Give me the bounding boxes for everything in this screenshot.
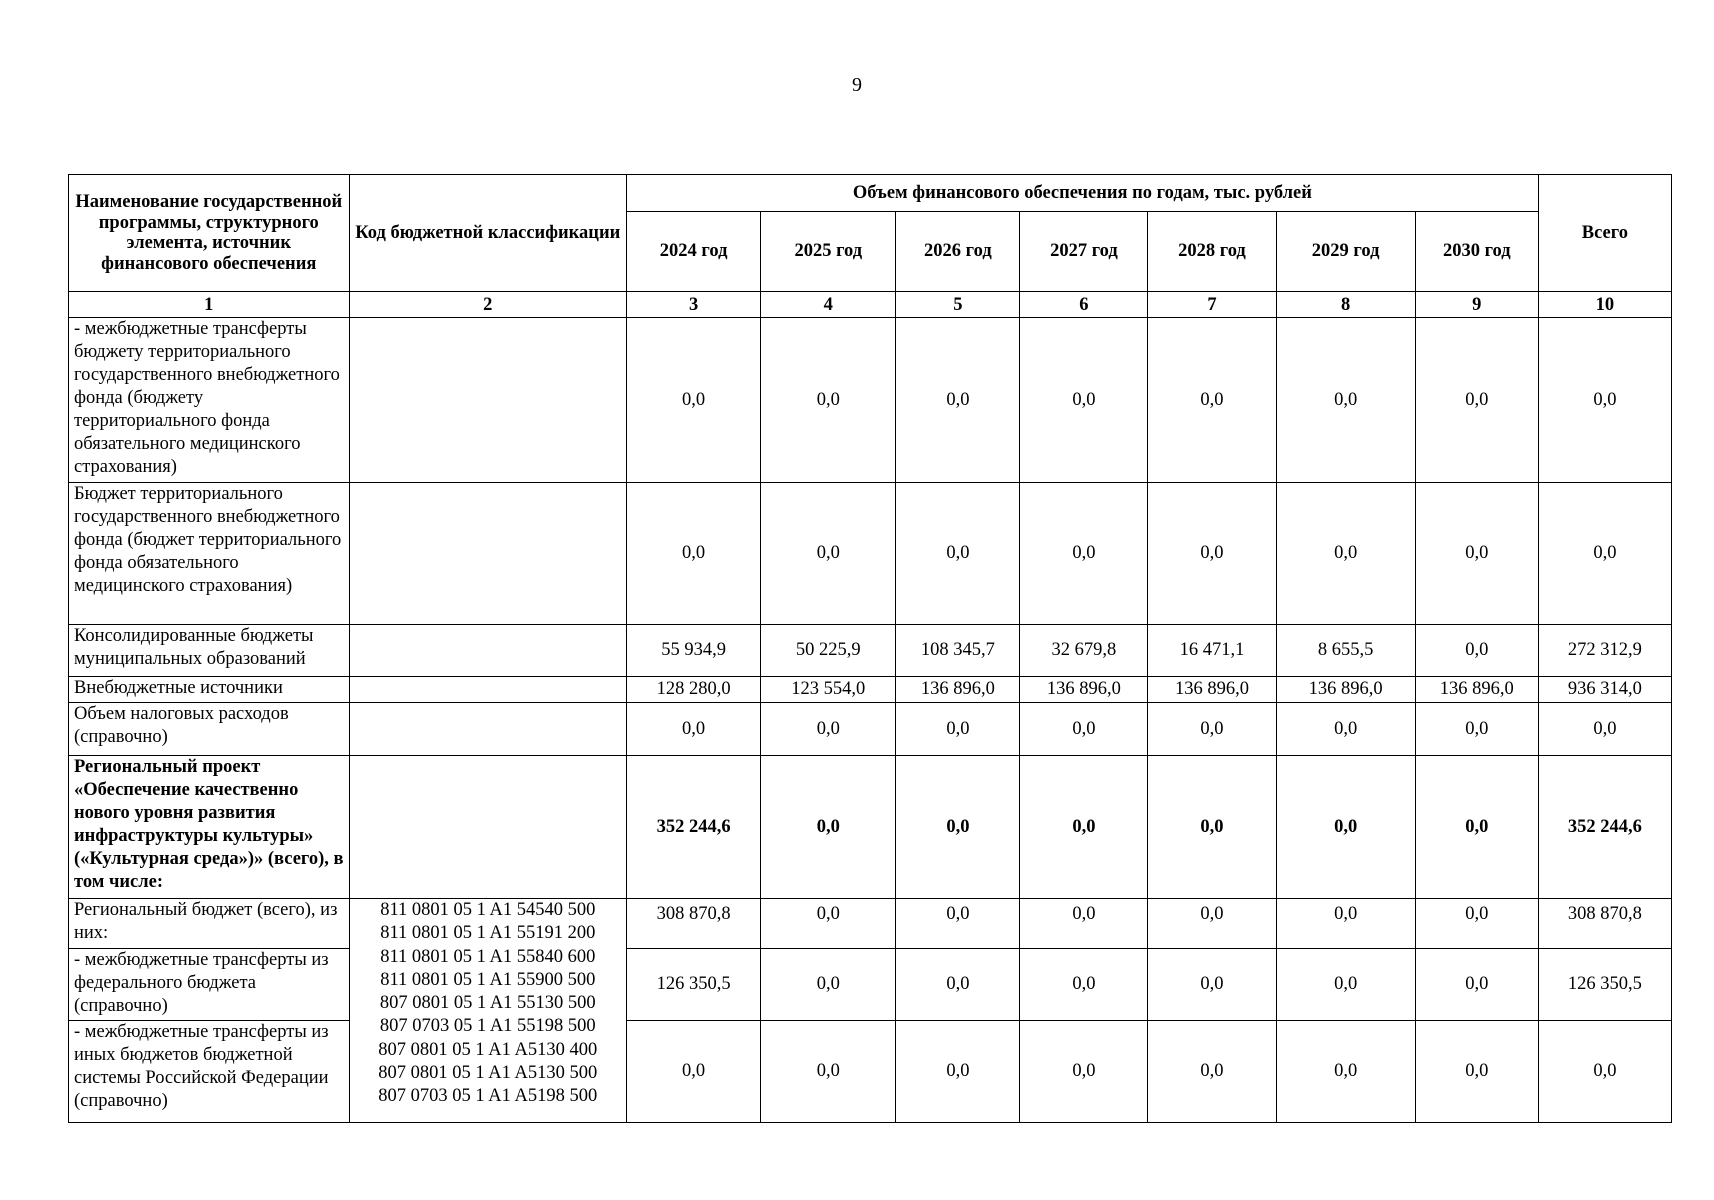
value-cell: 0,0 [761,703,896,756]
value-cell: 0,0 [1020,949,1148,1021]
row-name: - межбюджетные трансферты бюджету территориального государственного внебюджетного фонда (бюджету территориального фонда обязательного медицинского страхования) [69,318,350,483]
table-row [69,756,1672,899]
value-cell: 0,0 [1020,483,1148,625]
column-index: 10 [1538,292,1671,318]
value-cell: 108 345,7 [896,625,1020,677]
header-year: 2030 год [1415,212,1538,292]
value-cell: 8 655,5 [1276,625,1415,677]
value-cell: 136 896,0 [1148,677,1276,703]
row-name: Внебюджетные источники [69,677,350,703]
value-cell: 0,0 [1415,703,1538,756]
value-cell: 0,0 [1415,1021,1538,1123]
row-name: - межбюджетные трансферты из федерального бюджета (справочно) [69,949,350,1021]
kbk-code: 811 0801 05 1 A1 55840 600 [380,946,596,967]
total-cell: 0,0 [1538,483,1671,625]
value-cell: 136 896,0 [1020,677,1148,703]
value-cell: 0,0 [627,483,761,625]
value-cell: 0,0 [1148,1021,1276,1123]
value-cell: 0,0 [1020,756,1148,899]
value-cell: 352 244,6 [627,756,761,899]
table-row [69,703,1672,756]
total-cell: 352 244,6 [1538,756,1671,899]
row-code [349,483,626,625]
row-name: Региональный бюджет (всего), из них: [69,899,350,949]
column-index: 5 [896,292,1020,318]
table-row [69,949,1672,1021]
total-cell: 308 870,8 [1538,899,1671,949]
total-cell: 126 350,5 [1538,949,1671,1021]
value-cell: 0,0 [896,318,1020,483]
kbk-code: 807 0703 05 1 A1 A5198 500 [378,1086,598,1107]
total-cell: 936 314,0 [1538,677,1671,703]
header-year: 2025 год [761,212,896,292]
column-index: 1 [69,292,350,318]
value-cell: 0,0 [1415,949,1538,1021]
row-code [349,756,626,899]
value-cell: 0,0 [761,1021,896,1123]
row-name: Бюджет территориального государственного внебюджетного фонда (бюджет территориального фонда обязательного медицинского страхования) [69,483,350,625]
header-year: 2027 год [1020,212,1148,292]
value-cell: 0,0 [1276,703,1415,756]
kbk-code: 811 0801 05 1 A1 55900 500 [380,969,596,990]
total-cell: 0,0 [1538,1021,1671,1123]
value-cell: 0,0 [1148,899,1276,949]
value-cell: 0,0 [1148,949,1276,1021]
financing-table [68,174,1672,1123]
value-cell: 0,0 [1148,318,1276,483]
kbk-codes-cell [349,899,626,1123]
column-index: 8 [1276,292,1415,318]
header-year: 2026 год [896,212,1020,292]
table-row [69,625,1672,677]
value-cell: 308 870,8 [627,899,761,949]
column-index: 4 [761,292,896,318]
kbk-code: 811 0801 05 1 A1 54540 500 [380,900,596,920]
value-cell: 0,0 [896,1021,1020,1123]
value-cell: 0,0 [1415,625,1538,677]
value-cell: 0,0 [1276,949,1415,1021]
header-name: Наименование государственной программы, структурного элемента, источник финансового обеспечения [69,175,350,292]
total-cell: 0,0 [1538,318,1671,483]
value-cell: 128 280,0 [627,677,761,703]
value-cell: 0,0 [1415,318,1538,483]
row-name: Консолидированные бюджеты муниципальных образований [69,625,350,677]
value-cell: 0,0 [1148,703,1276,756]
header-group-title: Объем финансового обеспечения по годам, тыс. рублей [627,175,1539,212]
column-index: 6 [1020,292,1148,318]
value-cell: 0,0 [1148,756,1276,899]
header-code: Код бюджетной классификации [349,175,626,292]
kbk-code: 807 0801 05 1 A1 A5130 500 [378,1063,598,1084]
table-row [69,318,1672,483]
value-cell: 0,0 [896,483,1020,625]
header-total: Всего [1538,175,1671,292]
row-code [349,625,626,677]
value-cell: 136 896,0 [1415,677,1538,703]
row-name: Объем налоговых расходов (справочно) [69,703,350,756]
value-cell: 32 679,8 [1020,625,1148,677]
value-cell: 0,0 [896,703,1020,756]
value-cell: 0,0 [896,756,1020,899]
value-cell: 126 350,5 [627,949,761,1021]
kbk-code: 811 0801 05 1 A1 55191 200 [380,923,596,944]
value-cell: 0,0 [1276,899,1415,949]
value-cell: 0,0 [761,318,896,483]
value-cell: 0,0 [761,483,896,625]
column-index: 3 [627,292,761,318]
header-year: 2024 год [627,212,761,292]
table-row [69,1021,1672,1123]
value-cell: 0,0 [627,703,761,756]
table-row [69,899,1672,949]
value-cell: 123 554,0 [761,677,896,703]
value-cell: 0,0 [896,899,1020,949]
value-cell: 0,0 [1415,899,1538,949]
table-row [69,483,1672,625]
kbk-code: 807 0801 05 1 A1 55130 500 [379,993,596,1014]
value-cell: 0,0 [1276,756,1415,899]
value-cell: 0,0 [1020,703,1148,756]
header-year: 2029 год [1276,212,1415,292]
value-cell: 0,0 [761,756,896,899]
value-cell: 16 471,1 [1148,625,1276,677]
value-cell: 0,0 [1020,899,1148,949]
kbk-code: 807 0801 05 1 A1 A5130 400 [378,1039,598,1060]
value-cell: 0,0 [761,949,896,1021]
row-code [349,677,626,703]
column-index: 2 [349,292,626,318]
value-cell: 0,0 [1415,483,1538,625]
header-year: 2028 год [1148,212,1276,292]
value-cell: 0,0 [761,899,896,949]
kbk-code: 807 0703 05 1 A1 55198 500 [379,1016,596,1037]
value-cell: 136 896,0 [1276,677,1415,703]
value-cell: 0,0 [1020,318,1148,483]
value-cell: 0,0 [1148,483,1276,625]
value-cell: 55 934,9 [627,625,761,677]
page-number: 9 [852,74,862,96]
value-cell: 0,0 [1276,483,1415,625]
column-index: 7 [1148,292,1276,318]
row-code [349,318,626,483]
row-code [349,703,626,756]
value-cell: 0,0 [627,1021,761,1123]
table-row [69,677,1672,703]
value-cell: 136 896,0 [896,677,1020,703]
value-cell: 0,0 [1415,756,1538,899]
value-cell: 0,0 [1276,318,1415,483]
row-name: - межбюджетные трансферты из иных бюджетов бюджетной системы Российской Федерации (справочно) [69,1021,350,1123]
value-cell: 50 225,9 [761,625,896,677]
row-name: Региональный проект «Обеспечение качественно нового уровня развития инфраструктуры культуры» («Культурная среда»)» (всего), в том числе: [69,756,350,899]
value-cell: 0,0 [1020,1021,1148,1123]
total-cell: 0,0 [1538,703,1671,756]
value-cell: 0,0 [1276,1021,1415,1123]
total-cell: 272 312,9 [1538,625,1671,677]
value-cell: 0,0 [627,318,761,483]
column-index: 9 [1415,292,1538,318]
value-cell: 0,0 [896,949,1020,1021]
